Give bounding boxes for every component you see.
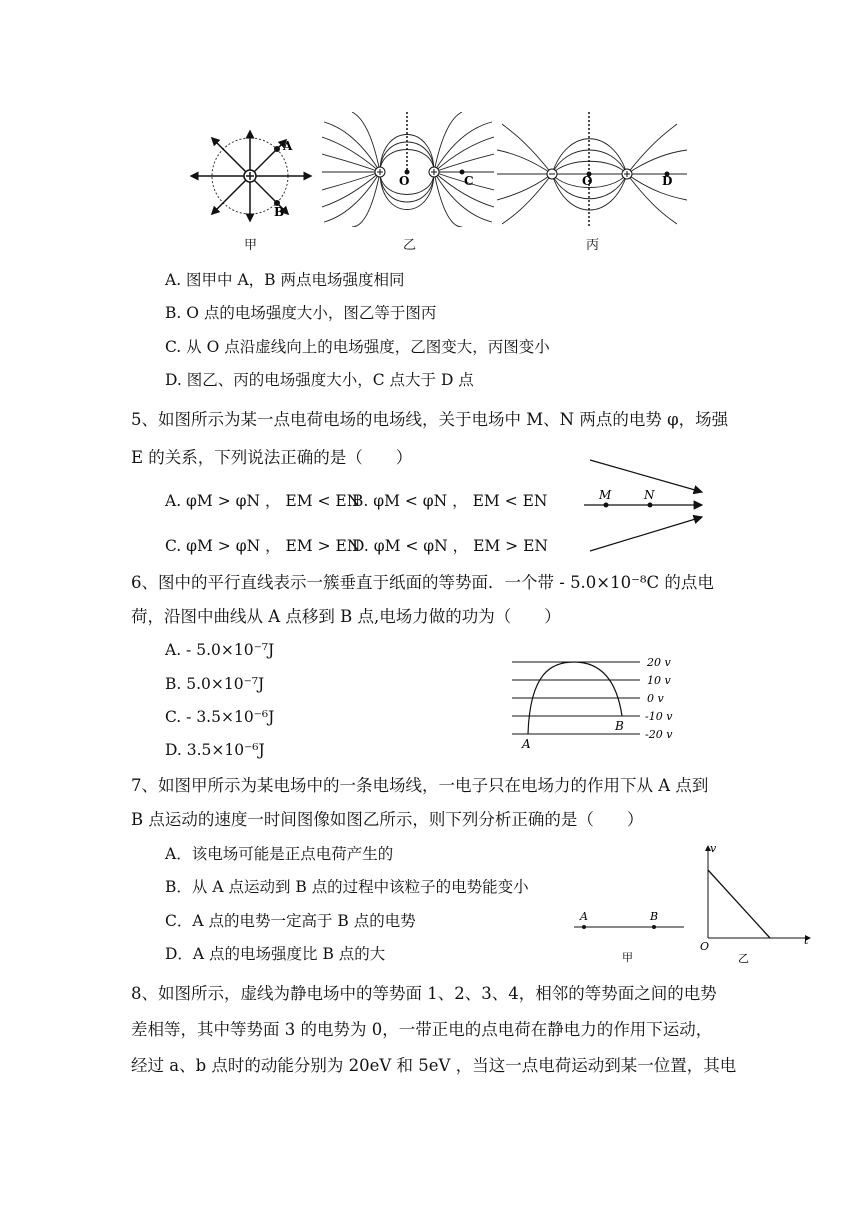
potential-label-2: 10 v (647, 674, 671, 687)
q7-stem-line1: 7、如图甲所示为某电场中的一条电场线，一电子只在电场力的作用下从 A 点到 (131, 776, 709, 795)
fig-caption-jia: 甲 (244, 238, 258, 253)
fig-point-A: A (283, 139, 293, 153)
q5-stem-line2: E 的关系，下列说法正确的是（ ） (131, 448, 413, 467)
q7-option-c: C．A 点的电势一定高于 B 点的电势 (165, 912, 416, 930)
q6-stem-line1: 6、图中的平行直线表示一簇垂直于纸面的等势面．一个带 - 5.0×10⁻⁸C 的点电 (131, 573, 714, 592)
q6-equipotential-figure (512, 652, 692, 752)
q6-stem-line2: 荷，沿图中曲线从 A 点移到 B 点,电场力做的功为（ ） (131, 607, 561, 626)
q7-velocity-time-graph (700, 840, 815, 970)
axis-label-v: v (710, 842, 717, 855)
potential-label-4: -10 v (645, 710, 673, 723)
q8-stem-line3: 经过 a、b 点时的动能分别为 20eV 和 5eV ，当这一点电荷运动到某一位置，其电 (131, 1056, 737, 1075)
q7-field-line-figure (572, 905, 687, 965)
fig-caption-bing: 丙 (586, 238, 600, 253)
potential-label-3: 0 v (647, 692, 664, 705)
fig-point-D: D (662, 174, 673, 188)
q5-option-d: D. φM < φN ， EM > EN (352, 537, 548, 555)
q6-option-b: B. 5.0×10⁻⁷J (165, 675, 265, 693)
q6-option-c: C. - 3.5×10⁻⁶J (165, 708, 275, 726)
q7-option-b: B．从 A 点运动到 B 点的过程中该粒子的电势能变小 (165, 878, 529, 896)
fig-caption-yi-q7: 乙 (738, 952, 749, 965)
q5-field-lines-figure (582, 455, 707, 555)
fig-point-C: C (464, 174, 474, 188)
q7-stem-line2: B 点运动的速度一时间图像如图乙所示，则下列分析正确的是（ ） (131, 810, 644, 829)
q6-option-d: D. 3.5×10⁻⁶J (165, 741, 265, 759)
q4-figure-jia (190, 128, 315, 223)
fig-point-N: N (644, 488, 655, 502)
fig-point-B: B (274, 205, 285, 219)
fig-point-B-q7: B (650, 910, 659, 923)
fig-point-A-q6: A (522, 737, 531, 751)
fig-point-O-bing: O (582, 174, 593, 188)
fig-caption-jia-q7: 甲 (622, 951, 633, 964)
q4-option-d: D. 图乙、丙的电场强度大小，C 点大于 D 点 (165, 371, 474, 389)
q4-option-c: C. 从 O 点沿虚线向上的电场强度，乙图变大，丙图变小 (165, 338, 550, 356)
axis-origin: O (700, 940, 710, 953)
q7-option-d: D．A 点的电场强度比 B 点的大 (165, 945, 386, 963)
axis-label-t: t (804, 934, 809, 947)
q4-figure-bing (497, 112, 687, 227)
q5-option-b: B. φM < φN ， EM < EN (352, 492, 548, 510)
q8-stem-line2: 差相等，其中等势面 3 的电势为 0，一带正电的点电荷在静电力的作用下运动， (131, 1020, 713, 1039)
q4-option-b: B. O 点的电场强度大小，图乙等于图丙 (165, 304, 437, 322)
q7-option-a: A．该电场可能是正点电荷产生的 (165, 845, 394, 863)
potential-label-5: -20 v (645, 728, 673, 741)
fig-point-O-yi: O (399, 174, 410, 188)
q4-figure-yi (322, 112, 494, 227)
q6-option-a: A. - 5.0×10⁻⁷J (165, 641, 275, 659)
fig-caption-yi: 乙 (403, 238, 417, 253)
q4-option-a: A. 图甲中 A，B 两点电场强度相同 (165, 271, 405, 289)
q5-option-c: C. φM > φN ， EM > EN (165, 537, 361, 555)
q5-stem-line1: 5、如图所示为某一点电荷电场的电场线，关于电场中 M、N 两点的电势 φ，场强 (131, 410, 729, 429)
fig-point-B-q6: B (615, 719, 624, 733)
q5-option-a: A. φM > φN ， EM < EN (165, 492, 361, 510)
q8-stem-line1: 8、如图所示，虚线为静电场中的等势面 1、2、3、4，相邻的等势面之间的电势 (131, 984, 717, 1003)
fig-point-A-q7: A (580, 910, 588, 923)
fig-point-M: M (599, 488, 612, 502)
potential-label-1: 20 v (647, 656, 671, 669)
